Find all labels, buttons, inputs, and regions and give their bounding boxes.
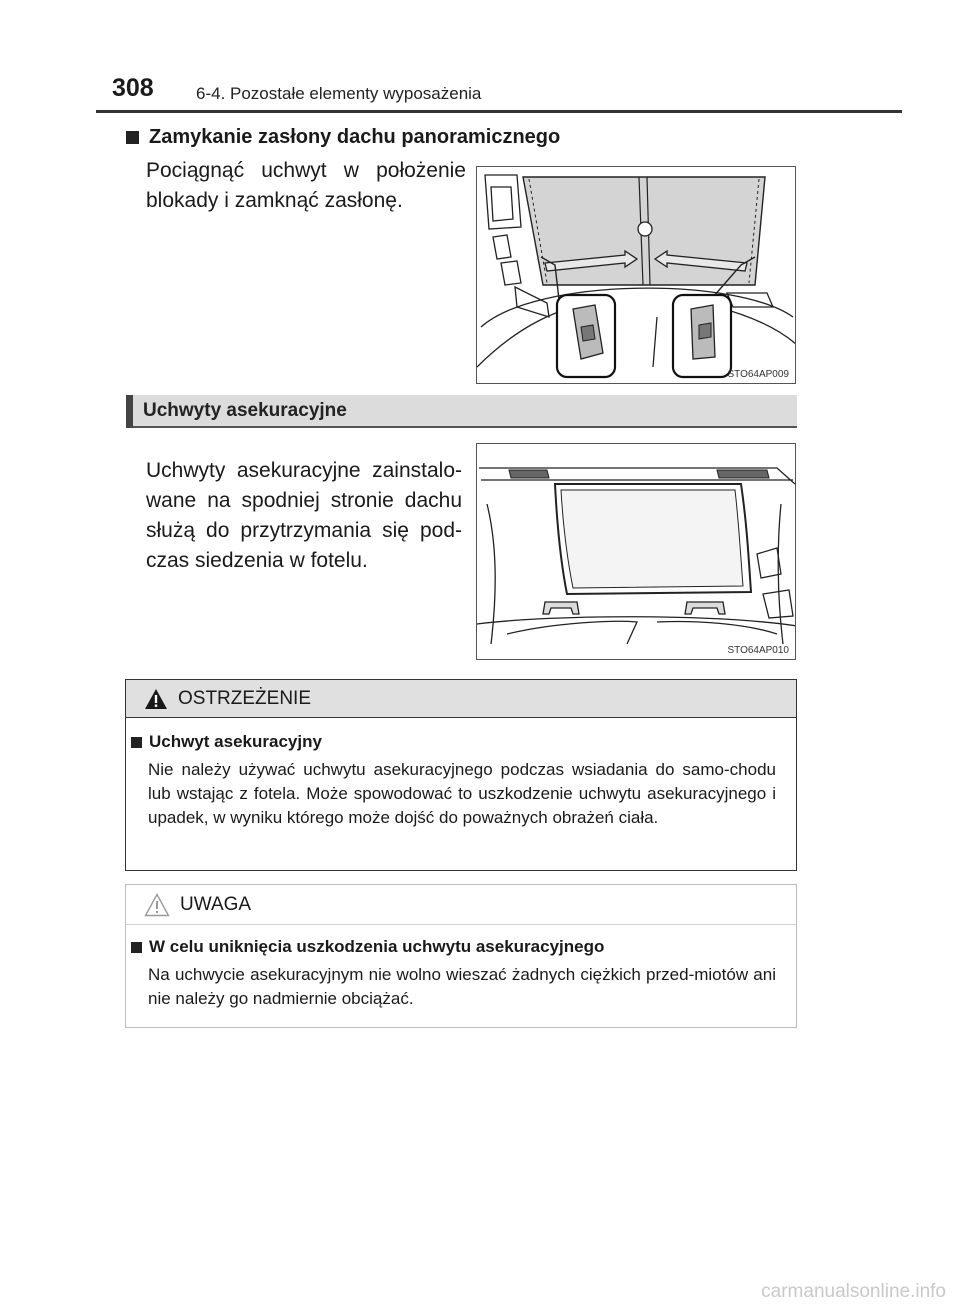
warning-text: Nie należy używać uchwytu asekuracyjnego podczas wsiadania do samo-chodu lub wstając z fotela. Może spowodować to uszkodzenie uchwytu asekuracyjnego i upadek, w wyniku którego może dojść do poważnych obrażeń ciała. — [148, 760, 776, 827]
square-bullet-icon — [126, 131, 139, 144]
figure-code: STO64AP010 — [727, 645, 789, 656]
square-bullet-icon — [131, 737, 142, 748]
section-title: 6-4. Pozostałe elementy wyposażenia — [196, 84, 482, 103]
closing-heading-text: Zamykanie zasłony dachu panoramicznego — [149, 126, 561, 148]
warning-triangle-icon — [144, 688, 168, 710]
section-band — [126, 395, 797, 428]
front-grip-right — [717, 470, 769, 478]
warning-box — [125, 679, 797, 871]
notice-box — [125, 884, 797, 1028]
warning-item-title-text: Uchwyt asekuracyjny — [149, 732, 322, 751]
rear-grip-left — [543, 602, 579, 614]
rear-grip-right — [685, 602, 725, 614]
warning-item-title — [131, 732, 322, 752]
notice-text: Na uchwycie asekuracyjnym nie wolno wieszać żadnych ciężkich przed-miotów ani nie należy go nadmiernie obciążać. — [148, 965, 776, 1008]
section-band-title: Uchwyty asekuracyjne — [143, 400, 347, 421]
footer-watermark: carmanualsonline.info — [761, 1281, 946, 1302]
roof-curtain-illustration — [477, 167, 796, 384]
figure-code: STO64AP009 — [727, 369, 789, 380]
warning-header — [126, 680, 796, 718]
page-number: 308 — [112, 74, 154, 102]
grips-paragraph: Uchwyty asekuracyjne zainstalo-wane na spodniej stronie dachu służą do przytrzymania się pod-czas siedzenia w fotelu. — [146, 459, 462, 572]
closing-heading — [126, 126, 560, 149]
header-rule — [96, 110, 902, 113]
notice-item-title-text: W celu uniknięcia uszkodzenia uchwytu asekuracyjnego — [149, 937, 605, 956]
figure-assist-grips — [476, 443, 796, 660]
square-bullet-icon — [131, 942, 142, 953]
assist-grips-illustration — [477, 444, 796, 660]
notice-label: UWAGA — [180, 893, 252, 915]
closing-paragraph: Pociągnąć uchwyt w położenie blokady i zamknąć zasłonę. — [146, 159, 466, 212]
figure-roof-curtain — [476, 166, 796, 384]
notice-item-title — [131, 937, 604, 957]
front-grip-left — [509, 470, 549, 478]
section-band-marker — [126, 395, 133, 428]
notice-header — [126, 885, 796, 925]
caution-triangle-icon — [144, 893, 170, 917]
warning-label: OSTRZEŻENIE — [178, 687, 312, 709]
